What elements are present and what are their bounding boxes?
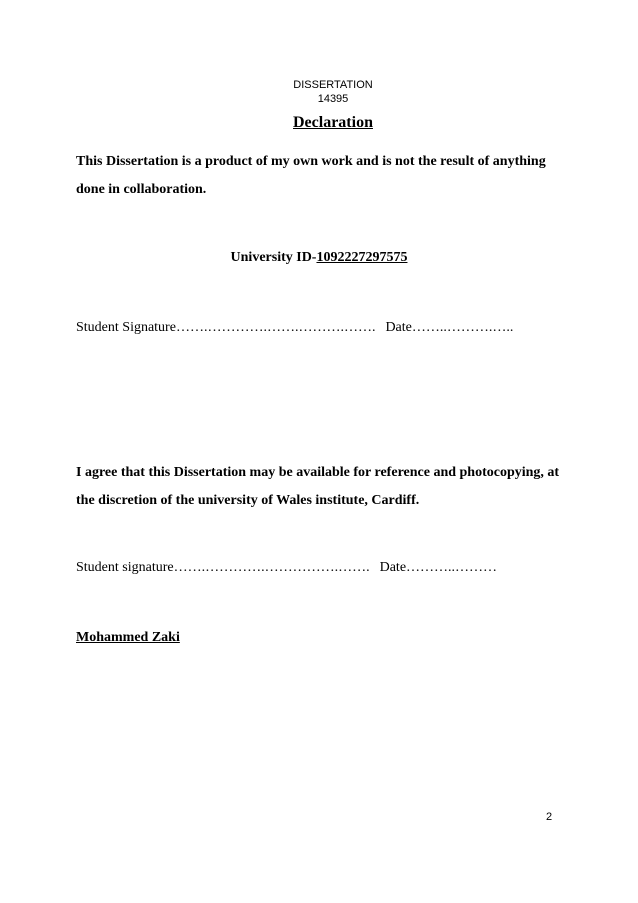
date-dots: ……..……….….. (411, 320, 514, 335)
page-number: 2 (546, 811, 553, 823)
signature-label: Student signature (76, 560, 174, 575)
university-id-value: 1092227297575 (316, 250, 408, 265)
university-id-label: University ID- (230, 250, 317, 265)
declaration-paragraph: This Dissertation is a product of my own work and is not the result of anything done in collaboration. (76, 154, 546, 197)
date-dots: ………..……… (406, 560, 498, 575)
header-dissertation-number: 14395 (317, 93, 349, 105)
signature-line-1 (76, 320, 596, 336)
date-label: Date (379, 560, 407, 575)
author-name: Mohammed Zaki (76, 630, 180, 645)
signature-dots: …….………….…….……….……. (175, 320, 376, 335)
signature-line-2 (76, 560, 596, 576)
signature-dots: …….………….…………….……. (173, 560, 370, 575)
page-title: Declaration (293, 114, 373, 131)
signature-label: Student Signature (76, 320, 176, 335)
header-dissertation-label: DISSERTATION (293, 79, 373, 91)
agreement-paragraph: I agree that this Dissertation may be available for reference and photocopying, at the discretion of the university of Wales institute, Cardiff. (76, 465, 560, 508)
date-label: Date (385, 320, 412, 335)
university-id-line (0, 250, 638, 266)
